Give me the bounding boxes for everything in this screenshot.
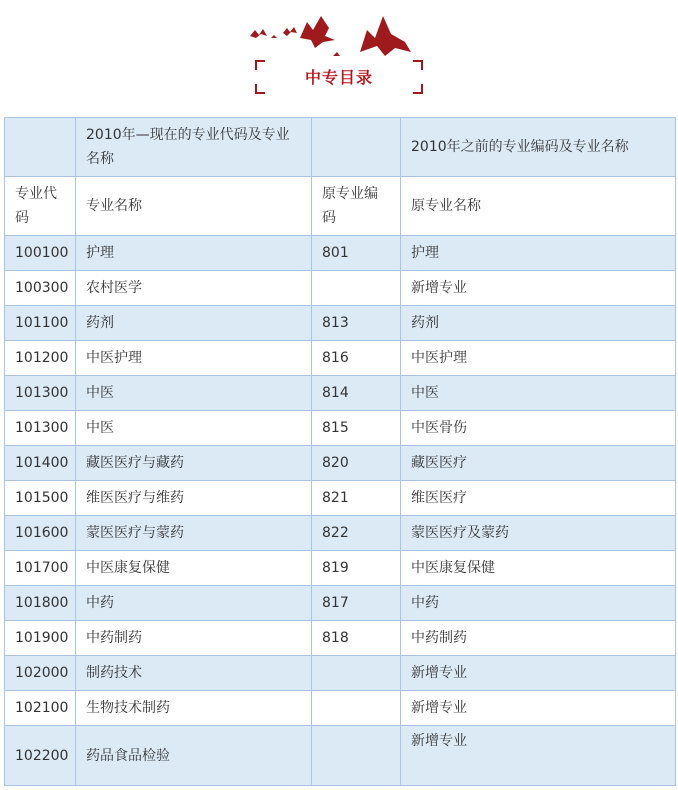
cell-name: 藏医医疗与藏药 [76, 446, 312, 481]
table-row [5, 306, 676, 341]
table-row [5, 481, 676, 516]
cell-code: 100300 [5, 271, 76, 306]
cell-old-code [312, 726, 401, 786]
group-header-current: 2010年—现在的专业代码及专业名称 [76, 118, 312, 177]
title-frame [255, 60, 423, 94]
cell-name: 制药技术 [76, 656, 312, 691]
cell-old-code: 820 [312, 446, 401, 481]
table-row [5, 656, 676, 691]
cell-code: 102100 [5, 691, 76, 726]
table-row [5, 341, 676, 376]
cell-code: 101800 [5, 586, 76, 621]
table-row [5, 551, 676, 586]
cell-code: 102200 [5, 726, 76, 786]
group-header-empty-cell [5, 118, 76, 177]
cell-name: 中医 [76, 376, 312, 411]
cell-old-code: 817 [312, 586, 401, 621]
cell-old-code: 813 [312, 306, 401, 341]
cell-old-code [312, 691, 401, 726]
cell-old-code: 801 [312, 236, 401, 271]
column-header-name: 专业名称 [76, 177, 312, 236]
group-header-previous: 2010年之前的专业编码及专业名称 [401, 118, 676, 177]
cell-code: 101400 [5, 446, 76, 481]
cell-old-name: 维医医疗 [401, 481, 676, 516]
cell-old-code: 814 [312, 376, 401, 411]
cell-code: 101300 [5, 376, 76, 411]
cell-old-name: 藏医医疗 [401, 446, 676, 481]
cell-old-code: 819 [312, 551, 401, 586]
table-row [5, 516, 676, 551]
cell-name: 中药制药 [76, 621, 312, 656]
cell-code: 101500 [5, 481, 76, 516]
cell-old-name: 药剂 [401, 306, 676, 341]
cell-old-name: 中医骨伤 [401, 411, 676, 446]
group-header-empty-cell [312, 118, 401, 177]
cell-old-name: 中医 [401, 376, 676, 411]
table-row [5, 726, 676, 786]
cell-name: 中药 [76, 586, 312, 621]
cell-old-code: 815 [312, 411, 401, 446]
column-header-old-name: 原专业名称 [401, 177, 676, 236]
table-row [5, 691, 676, 726]
cell-name: 蒙医医疗与蒙药 [76, 516, 312, 551]
cell-code: 100100 [5, 236, 76, 271]
cell-old-name: 中医护理 [401, 341, 676, 376]
cell-old-name: 新增专业 [401, 656, 676, 691]
cell-name: 药品食品检验 [76, 726, 312, 786]
cell-old-name: 新增专业 [401, 691, 676, 726]
cell-old-name: 中医康复保健 [401, 551, 676, 586]
cell-old-code [312, 656, 401, 691]
table-row [5, 586, 676, 621]
cell-old-code: 822 [312, 516, 401, 551]
cell-old-code [312, 271, 401, 306]
table-row [5, 236, 676, 271]
table-row [5, 271, 676, 306]
flying-birds-icon [245, 8, 415, 63]
table-row [5, 376, 676, 411]
cell-code: 101200 [5, 341, 76, 376]
table-row [5, 621, 676, 656]
cell-old-code: 818 [312, 621, 401, 656]
table-row [5, 446, 676, 481]
cell-name: 药剂 [76, 306, 312, 341]
column-header-code: 专业代码 [5, 177, 76, 236]
cell-code: 101900 [5, 621, 76, 656]
cell-old-code: 821 [312, 481, 401, 516]
cell-code: 101600 [5, 516, 76, 551]
cell-name: 维医医疗与维药 [76, 481, 312, 516]
cell-old-name: 中药 [401, 586, 676, 621]
cell-name: 护理 [76, 236, 312, 271]
cell-code: 101100 [5, 306, 76, 341]
major-catalog-table [4, 117, 676, 786]
cell-code: 101700 [5, 551, 76, 586]
table-column-header-row [5, 177, 676, 236]
cell-old-name: 蒙医医疗及蒙药 [401, 516, 676, 551]
cell-name: 中医康复保健 [76, 551, 312, 586]
cell-name: 中医护理 [76, 341, 312, 376]
section-header [0, 0, 678, 100]
cell-old-name: 中药制药 [401, 621, 676, 656]
table-row [5, 411, 676, 446]
cell-name: 中医 [76, 411, 312, 446]
cell-old-name: 新增专业 [401, 271, 676, 306]
column-header-old-code: 原专业编码 [312, 177, 401, 236]
cell-code: 102000 [5, 656, 76, 691]
page-title: 中专目录 [304, 68, 373, 87]
table-group-header-row [5, 118, 676, 177]
cell-old-name: 护理 [401, 236, 676, 271]
cell-code: 101300 [5, 411, 76, 446]
cell-name: 农村医学 [76, 271, 312, 306]
cell-old-code: 816 [312, 341, 401, 376]
cell-old-name: 新增专业 [401, 726, 676, 786]
cell-name: 生物技术制药 [76, 691, 312, 726]
